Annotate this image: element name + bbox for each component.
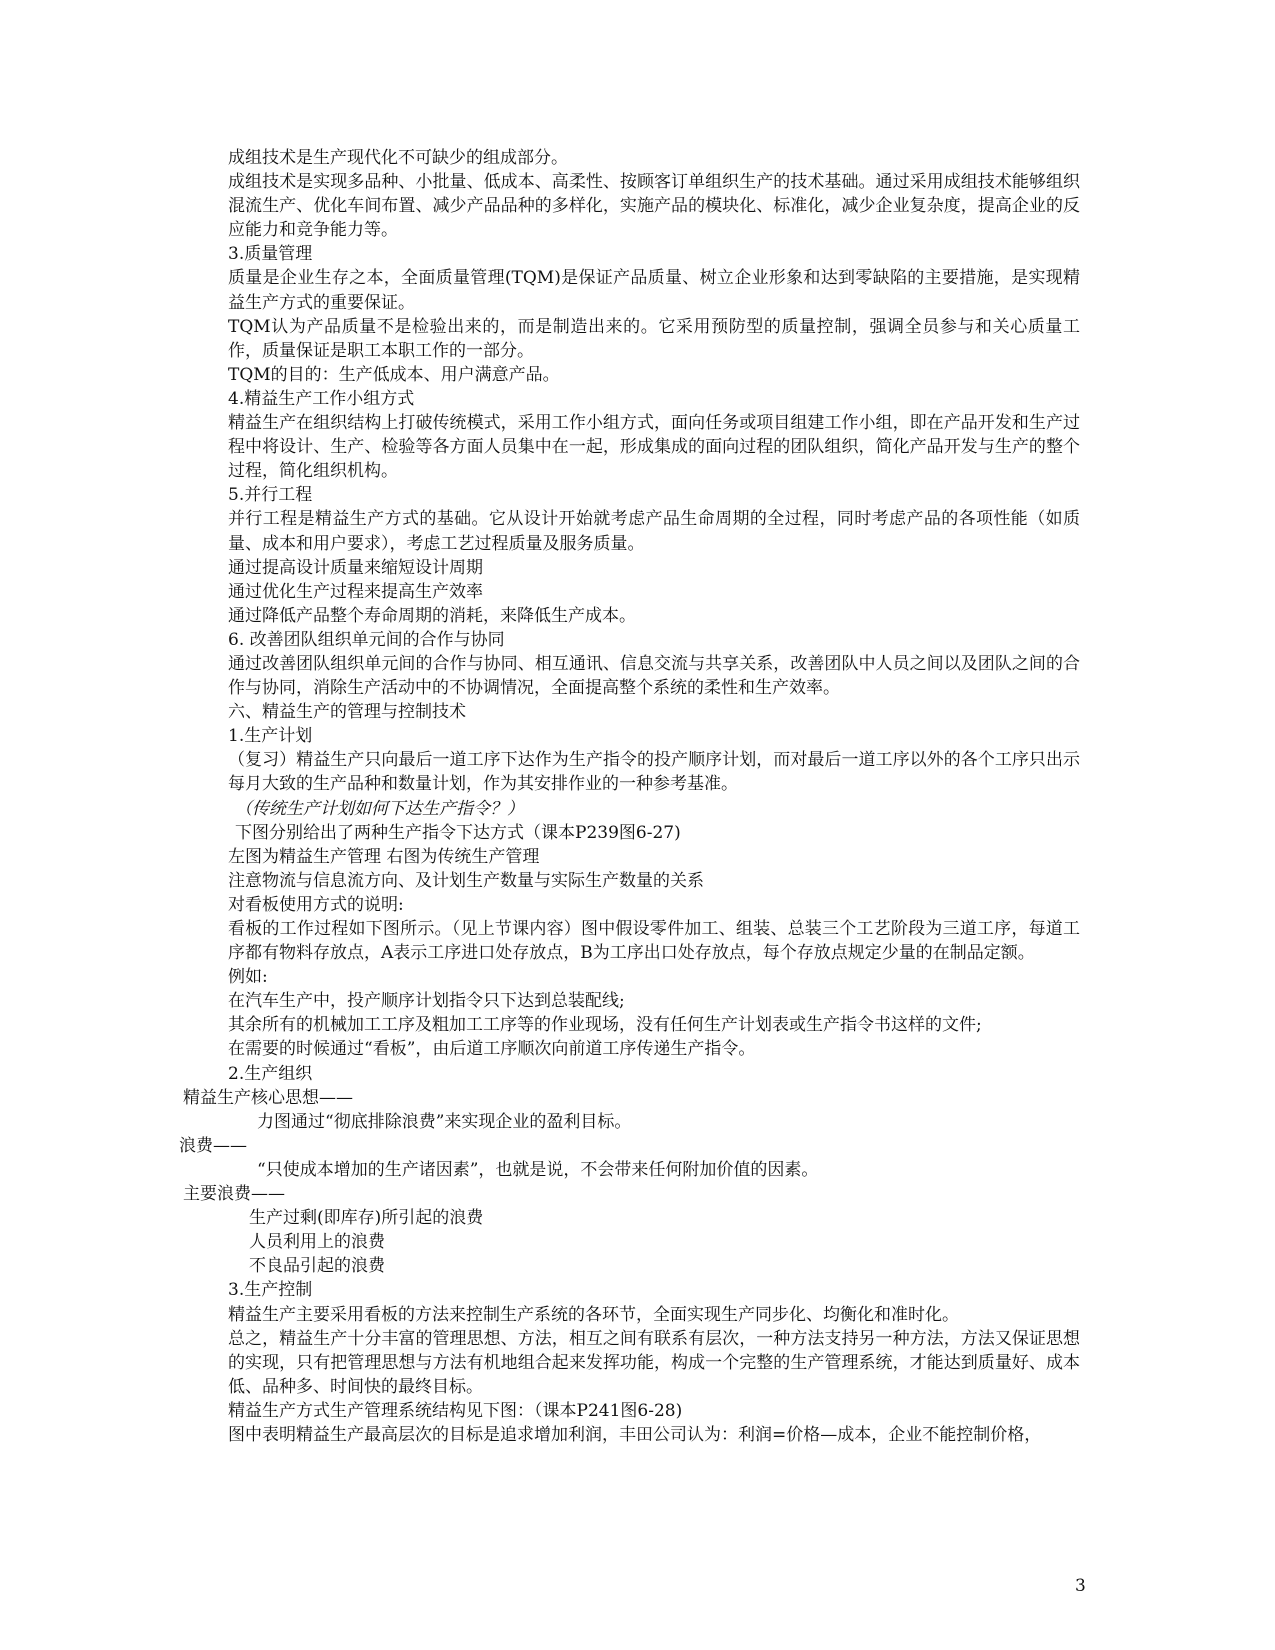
paragraph: 例如: bbox=[228, 967, 268, 988]
paragraph: 通过优化生产过程来提高生产效率 bbox=[228, 581, 483, 602]
paragraph: 成组技术是实现多品种、小批量、低成本、高柔性、按顾客订单组织生产的技术基础。通过采用成组技术能够组织混流生产、优化车间布置、减少产品品种的多样化，实施产品的模块化、标准化，减少企业复杂度，提高企业的反应能力和竞争能力等。 bbox=[228, 172, 1080, 241]
paragraph: 通过降低产品整个寿命周期的消耗，来降低生产成本。 bbox=[228, 605, 636, 626]
paragraph: 4.精益生产工作小组方式 bbox=[228, 388, 415, 409]
paragraph: 总之，精益生产十分丰富的管理思想、方法，相互之间有联系有层次，一种方法支持另一种方法，方法又保证思想的实现，只有把管理思想与方法有机地组合起来发挥功能，构成一个完整的生产管理系统，才能达到质量好、成本低、品种多、时间快的最终目标。 bbox=[228, 1328, 1080, 1397]
paragraph: 对看板使用方式的说明: bbox=[228, 894, 404, 915]
paragraph: 精益生产主要采用看板的方法来控制生产系统的各环节，全面实现生产同步化、均衡化和准时化。 bbox=[228, 1304, 959, 1325]
paragraph: 不良品引起的浪费 bbox=[249, 1256, 385, 1277]
paragraph: 精益生产核心思想—— bbox=[183, 1087, 353, 1108]
paragraph: 主要浪费—— bbox=[183, 1184, 285, 1205]
paragraph: （传统生产计划如何下达生产指令？） bbox=[235, 798, 524, 819]
paragraph: 其余所有的机械加工工序及粗加工工序等的作业现场，没有任何生产计划表或生产指令书这样的文件; bbox=[228, 1015, 982, 1036]
paragraph: 3.质量管理 bbox=[228, 244, 313, 265]
paragraph: 通过提高设计质量来缩短设计周期 bbox=[228, 557, 483, 578]
paragraph: 生产过剩(即库存)所引起的浪费 bbox=[249, 1208, 484, 1229]
paragraph: TQM认为产品质量不是检验出来的，而是制造出来的。它采用预防型的质量控制，强调全员参与和关心质量工作，质量保证是职工本职工作的一部分。 bbox=[228, 316, 1080, 361]
page-number: 3 bbox=[1075, 1576, 1086, 1596]
paragraph: 在汽车生产中，投产顺序计划指令只下达到总装配线; bbox=[228, 991, 625, 1012]
paragraph: 5.并行工程 bbox=[228, 485, 313, 506]
paragraph: 图中表明精益生产最高层次的目标是追求增加利润，丰田公司认为：利润=价格—成本，企业不能控制价格， bbox=[228, 1424, 1042, 1445]
paragraph: 注意物流与信息流方向、及计划生产数量与实际生产数量的关系 bbox=[228, 870, 704, 891]
paragraph: 6. 改善团队组织单元间的合作与协同 bbox=[228, 629, 505, 650]
paragraph: 左图为精益生产管理 右图为传统生产管理 bbox=[228, 846, 540, 867]
paragraph: 人员利用上的浪费 bbox=[249, 1232, 385, 1253]
paragraph: 下图分别给出了两种生产指令下达方式（课本P239图6-27) bbox=[235, 822, 681, 843]
paragraph: （复习）精益生产只向最后一道工序下达作为生产指令的投产顺序计划，而对最后一道工序以外的各个工序只出示每月大致的生产品种和数量计划，作为其安排作业的一种参考基准。 bbox=[228, 750, 1080, 795]
paragraph: 通过改善团队组织单元间的合作与协同、相互通讯、信息交流与共享关系，改善团队中人员之间以及团队之间的合作与协同，消除生产活动中的不协调情况，全面提高整个系统的柔性和生产效率。 bbox=[228, 653, 1080, 699]
body-text bbox=[179, 146, 1080, 1447]
paragraph: 2.生产组织 bbox=[228, 1063, 313, 1084]
paragraph: 1.生产计划 bbox=[228, 726, 313, 747]
paragraph: 质量是企业生存之本，全面质量管理(TQM)是保证产品质量、树立企业形象和达到零缺陷的主要措施，是实现精益生产方式的重要保证。 bbox=[228, 268, 1080, 313]
paragraph: 3.生产控制 bbox=[228, 1280, 313, 1301]
paragraph: 看板的工作过程如下图所示。（见上节课内容）图中假设零件加工、组装、总装三个工艺阶段为三道工序，每道工序都有物料存放点，A表示工序进口处存放点，B为工序出口处存放点，每个存放点规定少量的在制品定额。 bbox=[228, 919, 1080, 964]
paragraph: “只使成本增加的生产诸因素”，也就是说，不会带来任何附加价值的因素。 bbox=[257, 1159, 819, 1180]
paragraph: 力图通过“彻底排除浪费”来实现企业的盈利目标。 bbox=[257, 1111, 632, 1132]
paragraph: 六、精益生产的管理与控制技术 bbox=[228, 702, 466, 723]
paragraph: TQM的目的：生产低成本、用户满意产品。 bbox=[228, 364, 560, 385]
paragraph: 浪费—— bbox=[179, 1135, 247, 1156]
paragraph: 成组技术是生产现代化不可缺少的组成部分。 bbox=[228, 148, 568, 168]
paragraph: 并行工程是精益生产方式的基础。它从设计开始就考虑产品生命周期的全过程，同时考虑产品的各项性能（如质量、成本和用户要求），考虑工艺过程质量及服务质量。 bbox=[228, 509, 1080, 554]
paragraph: 精益生产方式生产管理系统结构见下图：（课本P241图6-28) bbox=[228, 1400, 683, 1421]
paragraph: 在需要的时候通过“看板”，由后道工序顺次向前道工序传递生产指令。 bbox=[228, 1039, 756, 1060]
paragraph: 精益生产在组织结构上打破传统模式，采用工作小组方式，面向任务或项目组建工作小组，即在产品开发和生产过程中将设计、生产、检验等各方面人员集中在一起，形成集成的面向过程的团队组织，简化产品开发与生产的整个过程，简化组织机构。 bbox=[228, 413, 1080, 482]
